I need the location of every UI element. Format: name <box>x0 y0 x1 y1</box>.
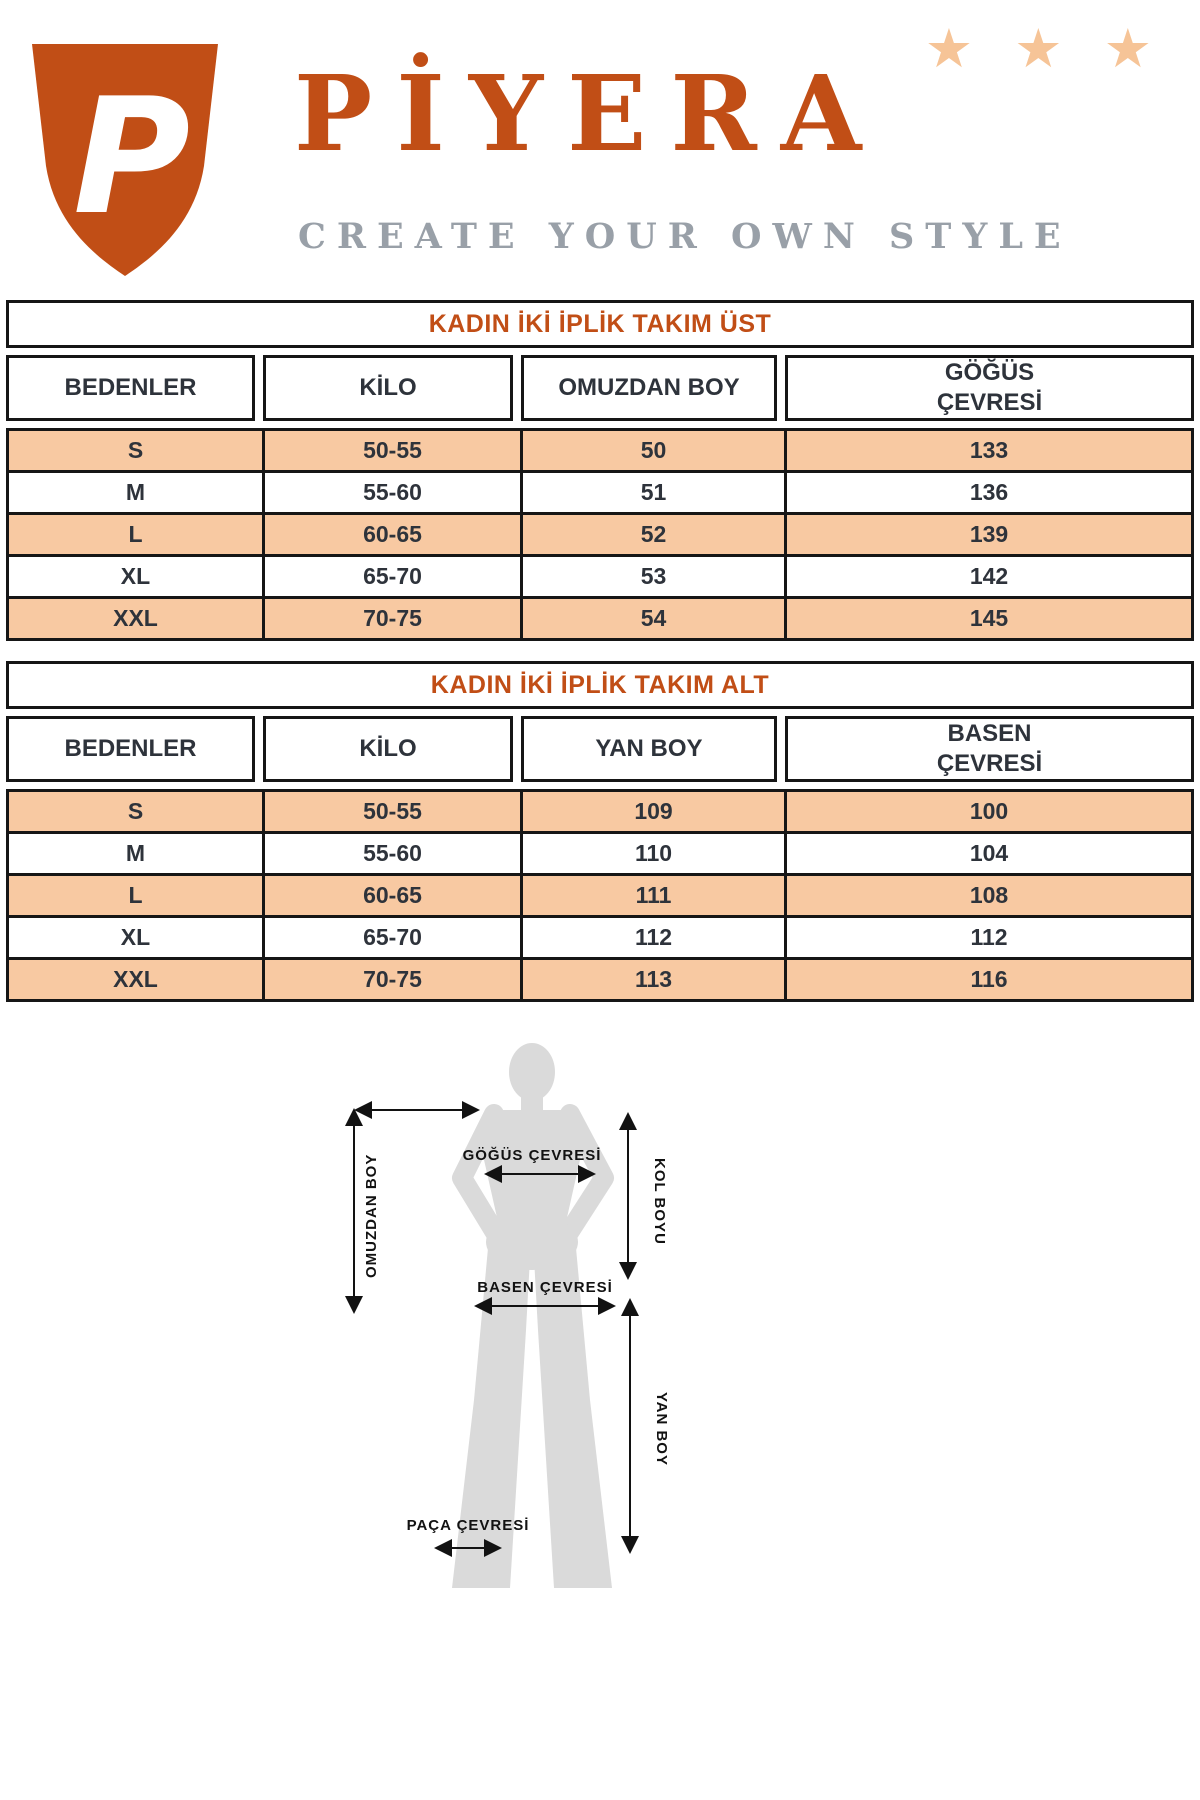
cell: 60-65 <box>262 876 520 915</box>
header-cell-kilo <box>263 716 513 782</box>
header-label: BEDENLER <box>64 735 197 762</box>
cell: 111 <box>520 876 784 915</box>
cell: 133 <box>784 431 1191 470</box>
header-cell-yan-boy <box>521 716 777 782</box>
cell: 136 <box>784 473 1191 512</box>
cell: XL <box>120 924 151 950</box>
cell: 65-70 <box>262 557 520 596</box>
cell: 50 <box>520 431 784 470</box>
cell: 53 <box>520 557 784 596</box>
cell: 100 <box>784 792 1191 831</box>
table-row-l <box>9 512 1191 554</box>
size-table-ust <box>6 300 1194 641</box>
table-row-s <box>9 431 1191 470</box>
table-row-s <box>9 792 1191 831</box>
header-cell-kilo <box>263 355 513 421</box>
gogus-cevresi-label: GÖĞÜS ÇEVRESİ <box>462 1147 602 1164</box>
table-body <box>6 428 1194 641</box>
cell: 113 <box>520 960 784 999</box>
cell: 104 <box>784 834 1191 873</box>
table-row-xxl <box>9 596 1191 638</box>
cell: M <box>125 840 146 866</box>
logo-letter: P <box>73 63 191 250</box>
size-table-alt <box>6 661 1194 1002</box>
star-icon: ★ <box>1103 19 1152 79</box>
brand-tagline: CREATE YOUR OWN STYLE <box>298 216 1072 257</box>
cell: M <box>125 479 146 505</box>
size-diagram-svg <box>0 1010 1200 1640</box>
cell: 109 <box>520 792 784 831</box>
cell: 55-60 <box>262 473 520 512</box>
cell: 55-60 <box>262 834 520 873</box>
cell: 60-65 <box>262 515 520 554</box>
header-cell-omuzdan-boy <box>521 355 777 421</box>
header-cell-gogus-cevresi <box>785 355 1194 421</box>
cell: 70-75 <box>262 960 520 999</box>
table-body <box>6 789 1194 1002</box>
basen-cevresi-label: BASEN ÇEVRESİ <box>477 1279 613 1296</box>
stars-decoration <box>899 19 1152 79</box>
star-icon: ★ <box>1014 19 1063 79</box>
table-row-xxl <box>9 957 1191 999</box>
brand-name: PİYERA <box>294 52 886 175</box>
cell: 112 <box>520 918 784 957</box>
table-row-m <box>9 470 1191 512</box>
table-row-xl <box>9 915 1191 957</box>
table-header-row <box>6 355 1194 421</box>
cell: 50-55 <box>262 431 520 470</box>
table-row-m <box>9 831 1191 873</box>
header-label: BASEN ÇEVRESİ <box>936 720 1043 777</box>
cell: 139 <box>784 515 1191 554</box>
brand-logo-icon <box>18 22 233 284</box>
cell: XXL <box>113 605 158 631</box>
header-label: BEDENLER <box>64 374 197 401</box>
cell: 52 <box>520 515 784 554</box>
header-label: KİLO <box>359 374 417 401</box>
header-label: GÖĞÜS ÇEVRESİ <box>936 359 1043 416</box>
cell: S <box>127 437 144 463</box>
cell: 112 <box>784 918 1191 957</box>
cell: 50-55 <box>262 792 520 831</box>
table-title-alt: KADIN İKİ İPLİK TAKIM ALT <box>6 661 1194 709</box>
header-cell-bedenler <box>6 355 255 421</box>
cell: 145 <box>784 599 1191 638</box>
cell: S <box>127 798 144 824</box>
cell: 110 <box>520 834 784 873</box>
cell: 54 <box>520 599 784 638</box>
cell: L <box>128 882 143 908</box>
header-label: OMUZDAN BOY <box>558 374 740 401</box>
header-cell-basen-cevresi <box>785 716 1194 782</box>
kol-boyu-label: KOL BOYU <box>651 1158 668 1245</box>
table-row-xl <box>9 554 1191 596</box>
brand-header <box>0 0 1200 300</box>
measurement-diagram <box>0 1010 1200 1640</box>
paca-cevresi-label: PAÇA ÇEVRESİ <box>406 1517 530 1534</box>
header-cell-bedenler <box>6 716 255 782</box>
cell: 51 <box>520 473 784 512</box>
header-label: YAN BOY <box>595 735 703 762</box>
table-title-ust: KADIN İKİ İPLİK TAKIM ÜST <box>6 300 1194 348</box>
yan-boy-label: YAN BOY <box>653 1392 670 1466</box>
cell: 70-75 <box>262 599 520 638</box>
cell: 116 <box>784 960 1191 999</box>
cell: 65-70 <box>262 918 520 957</box>
cell: 142 <box>784 557 1191 596</box>
star-icon: ★ <box>924 19 974 79</box>
table-row-l <box>9 873 1191 915</box>
cell: XL <box>120 563 151 589</box>
header-label: KİLO <box>359 735 417 762</box>
omuzdan-boy-label: OMUZDAN BOY <box>363 1153 380 1278</box>
cell: 108 <box>784 876 1191 915</box>
table-header-row <box>6 716 1194 782</box>
cell: XXL <box>113 966 158 992</box>
woman-silhouette <box>452 1043 612 1588</box>
cell: L <box>128 521 143 547</box>
